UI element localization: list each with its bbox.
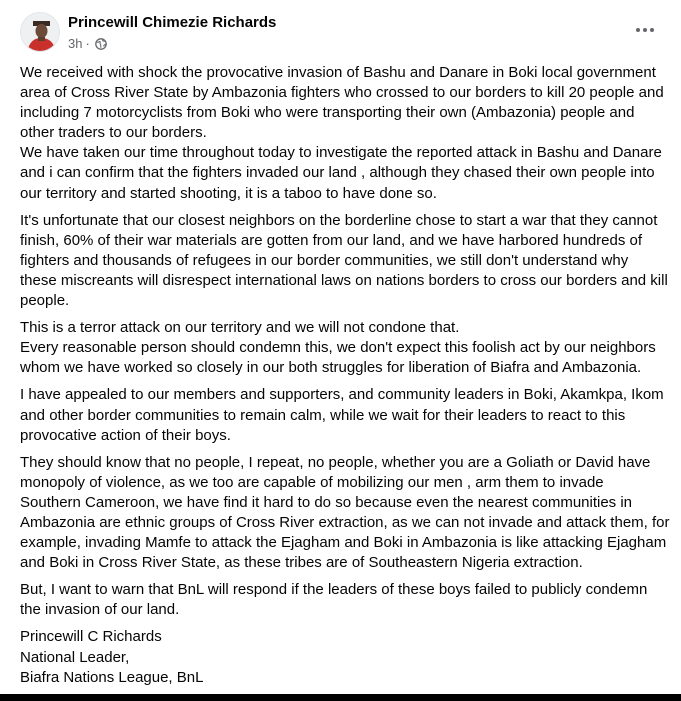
- text-line: example, invading Mamfe to attack the Ejagham and Boki in Ambazonia is like attacking Ejagham: [20, 534, 667, 552]
- text-line: our territory and started shooting, it is a taboo to have done so.: [20, 184, 437, 202]
- paragraph-3: [20, 318, 668, 378]
- text-line: We received with shock the provocative invasion of Bashu and Danare in Boki local government: [20, 64, 656, 81]
- text-line: including 7 motorcyclists from Boki who were transporting their own (Ambazonia) people and: [20, 104, 635, 122]
- text-line: the invasion of our land.: [20, 601, 180, 619]
- text-line: finish, 60% of their war materials are gotten from our land, and we have harbored hundreds of: [20, 231, 643, 249]
- more-options-button[interactable]: [631, 18, 659, 42]
- post-header: [20, 10, 665, 54]
- avatar-photo: [21, 13, 60, 52]
- text-line: This is a terror attack on our territory and we will not condone that.: [20, 319, 460, 337]
- text-line: these miscreants will disrespect international laws on nations borders to cross our borders and kill: [20, 271, 668, 289]
- signature-block: [20, 627, 668, 687]
- signature-name: Princewill C Richards: [20, 628, 162, 646]
- signature-organization: Biafra Nations League, BnL: [20, 668, 204, 686]
- text-line: provocative action of their boys.: [20, 426, 231, 444]
- text-line: They should know that no people, I repeat, no people, whether you are a Goliath or David have: [20, 453, 651, 471]
- text-line: fighters and thousands of refugees in our border communities, we still don't understand why: [20, 251, 629, 269]
- globe-icon[interactable]: [95, 38, 107, 50]
- text-line: and other border communities to remain calm, while we wait for their leaders to react to this: [20, 406, 626, 424]
- paragraph-5: [20, 453, 668, 574]
- more-horizontal-icon: [635, 27, 655, 33]
- bottom-edge-bar: [0, 694, 681, 701]
- post-body: [20, 63, 668, 695]
- post-meta: [68, 36, 107, 51]
- paragraph-4: [20, 385, 668, 445]
- text-line: We have taken our time throughout today to investigate the reported attack in Bashu and Danare: [20, 144, 662, 162]
- text-line: But, I want to warn that BnL will respond if the leaders of these boys failed to publicly condemn: [20, 581, 648, 599]
- text-line: Ambazonia are ethnic groups of Cross River extraction, as we can not invade and attack them, for: [20, 513, 670, 531]
- paragraph-1: [20, 63, 668, 204]
- text-line: I have appealed to our members and supporters, and community leaders in Boki, Akamkpa, Ikom: [20, 386, 664, 404]
- paragraph-2: [20, 211, 668, 311]
- text-line: other traders to our borders.: [20, 124, 207, 142]
- text-line: Southern Cameroon, we have find it hard to do so because even the nearest communities in: [20, 493, 633, 511]
- text-line: It's unfortunate that our closest neighbors on the borderline chose to start a war that they cannot: [20, 211, 658, 229]
- meta-separator: ·: [85, 36, 90, 51]
- text-line: and Boki in Cross River State, as these tribes are of Southeastern Nigeria extraction.: [20, 554, 583, 572]
- text-line: and i can confirm that the fighters invaded our land , although they chased their own people into: [20, 164, 655, 182]
- text-line: whom we have worked so closely in our both struggles for liberation of Biafra and Ambazonia.: [20, 359, 642, 377]
- post-timestamp[interactable]: 3h: [68, 36, 83, 51]
- text-line: monopoly of violence, as we too are capable of mobilizing our men , arm them to invade: [20, 473, 604, 491]
- text-line: people.: [20, 292, 70, 310]
- text-line: area of Cross River State by Ambazonia fighters who crossed to our borders to kill 20 people and: [20, 84, 664, 102]
- signature-title: National Leader,: [20, 648, 130, 666]
- paragraph-6: [20, 580, 668, 620]
- avatar[interactable]: [20, 12, 60, 52]
- text-line: Every reasonable person should condemn this, we don't expect this foolish act by our neighbors: [20, 339, 656, 357]
- author-name[interactable]: Princewill Chimezie Richards: [68, 14, 277, 31]
